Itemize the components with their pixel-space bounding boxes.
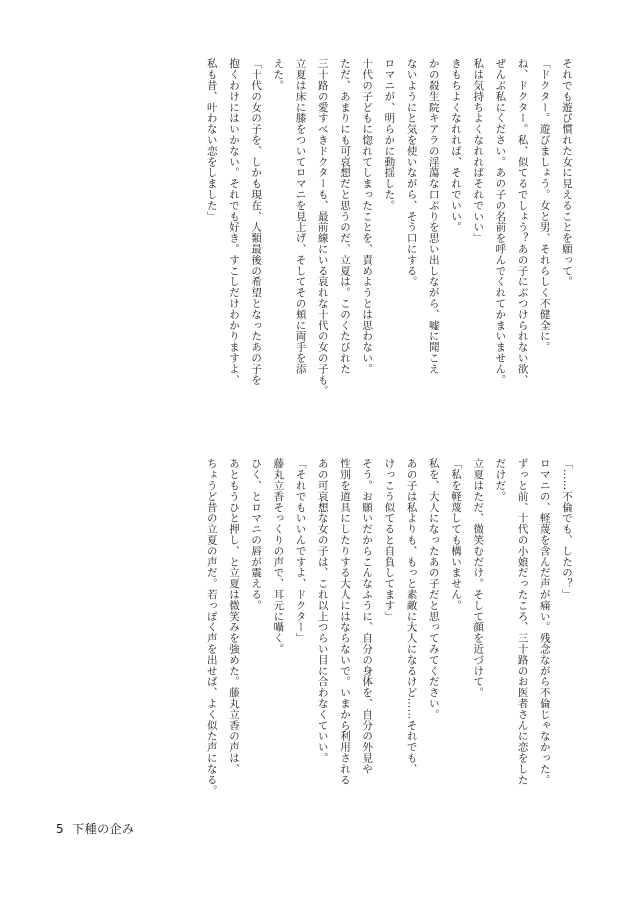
text-line: 性別を道具にしたりする大人にはならないで。いまから利用される — [338, 458, 351, 785]
text-line: きもちよくなれれば、それでいい。 — [449, 58, 462, 233]
text-line: 私は気持ちよくなれればそれでいい」 — [472, 58, 485, 244]
text-line: 「ドクター。遊びましょう。女と男、それらしく不健全に。 — [538, 58, 551, 353]
text-line: 「私を軽蔑しても構いません。 — [449, 458, 462, 611]
text-line: あともうひと押し、と立夏は微笑みを強めた。藤丸立香の声は、 — [227, 458, 240, 775]
text-line: 藤丸立香そっくりの声で、耳元に囁く。 — [272, 458, 285, 655]
page-number: 5 — [56, 822, 65, 836]
chapter-title: 下種の企み — [72, 822, 135, 836]
text-line: 「……不倫でも、したの？」 — [561, 458, 573, 600]
text-line: ロマニの、軽蔑を含んだ声が痛い。残念ながら不倫じゃなかった。 — [538, 458, 551, 785]
text-line: 立夏はただ、微笑むだけ。そして顔を近づけて。 — [472, 458, 485, 698]
text-line: 抱くわけにはいかない。それでも好き。すこしだけわかりますよ、 — [227, 58, 240, 385]
text-line: 十代の子どもに惚れてしまったことを、責めようとは思わない。 — [361, 58, 374, 375]
text-line: 三十路の愛すべきドクターも、最前線にいる哀れな十代の女の子も。 — [316, 58, 329, 396]
text-line: あの子は私よりも、もっと素敵に大人になるけど……それでも、 — [405, 458, 418, 775]
folio — [56, 820, 143, 837]
text-line: ずっと前、十代の小娘だったころ、三十路のお医者さんに恋をした — [516, 458, 529, 785]
text-line: けっこう似てると自負してます」 — [383, 458, 396, 622]
text-line: そう。お願いだからこんなふうに、自分の身体を、自分の外見や — [361, 458, 374, 775]
text-line: ないようにと気を使いながら、そう口にする。 — [405, 58, 418, 287]
text-line: 「それでもいいんですよ、ドクター」 — [294, 458, 307, 644]
text-line: ぜんぶ私にください。あの子の名前を呼んでくれてかまいません。 — [494, 58, 507, 385]
text-line: ただ、あまりにも可哀想だと思うのだ、立夏は。このくたびれた — [338, 58, 351, 375]
text-line: かの殺生院キアラの淫蕩な口ぶりを思い出しながら、嘘に聞こえ — [427, 58, 440, 375]
text-line: あの可哀想な女の子は、これ以上つらい目に合わなくていい。 — [316, 458, 329, 764]
text-line: ね、ドクター。私、似てるでしょう？あの子にぶつけられない欲、 — [516, 58, 529, 385]
text-line: それでも遊び慣れた女に見えることを願って。 — [561, 58, 573, 287]
text-line: 「十代の女の子を、しかも現在、人類最後の希望となったあの子を — [250, 58, 263, 385]
text-block-top — [48, 58, 578, 430]
text-line: ロマニが、明らかに動揺した。 — [383, 58, 396, 211]
text-line: 立夏は床に膝をついてロマニを見上げ、そしてその頬に両手を添 — [294, 58, 307, 375]
text-line: 私も昔、叶わない恋をしました」 — [205, 58, 218, 222]
text-line: ひく、とロマニの唇が震える。 — [250, 458, 263, 611]
text-line: 私を、大人になったあの子だと思ってみてください。 — [427, 458, 440, 720]
text-line: えた。 — [272, 58, 285, 91]
text-line: だけだ。 — [494, 458, 507, 502]
text-line: ちょうど昔の立夏の声だ。若っぽく声を出せば、よく似た声になる。 — [205, 458, 218, 796]
text-block-bottom — [48, 458, 578, 828]
